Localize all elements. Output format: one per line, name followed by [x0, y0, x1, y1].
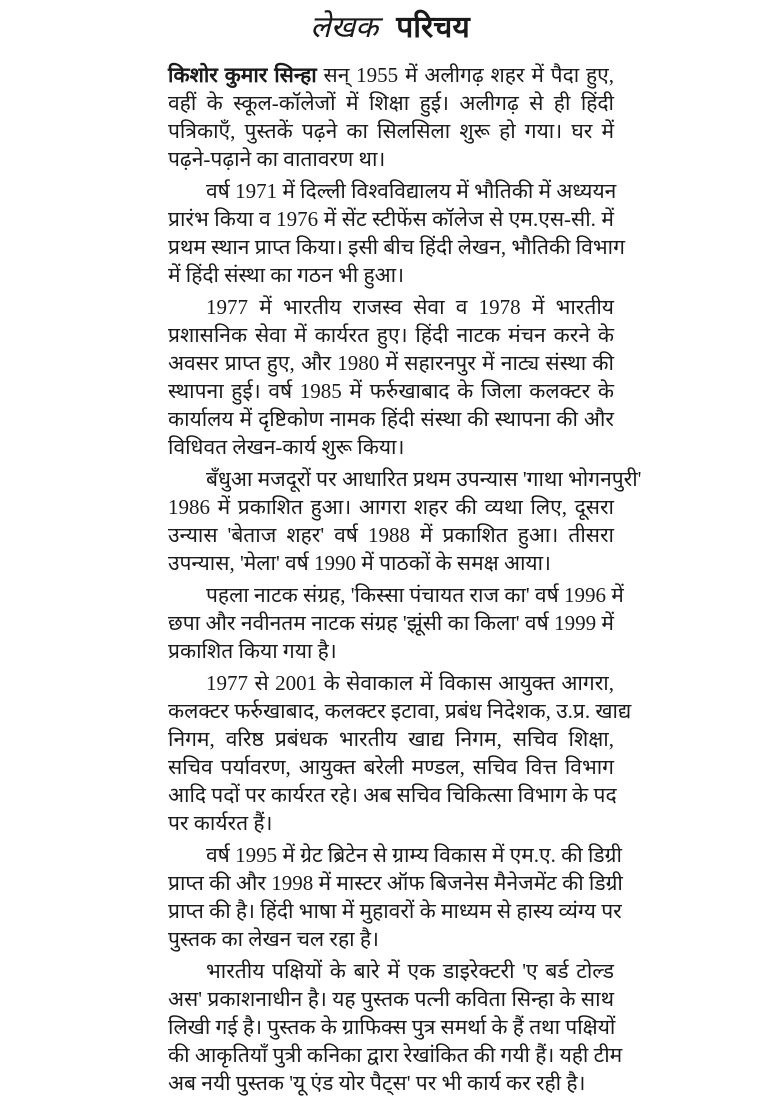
text-line: निगम, वरिष्ठ प्रबंधक भारतीय खाद्य निगम, सचिव शिक्षा,: [168, 727, 614, 751]
text-line: आदि पदों पर कार्यरत रहे। अब सचिव चिकित्सा विभाग के पद: [168, 783, 617, 807]
text-line: भारतीय पक्षियों के बारे में एक डाइरेक्टरी 'ए बर्ड टोल्ड: [206, 959, 614, 983]
text-line: स्थापना हुई। वर्ष 1985 में फर्रुखाबाद के जिला कलक्टर के: [168, 379, 614, 403]
text-line: पत्रिकाएँ, पुस्तकें पढ़ने का सिलसिला शुरू हो गया। घर में: [168, 119, 614, 143]
text-line: सचिव पर्यावरण, आयुक्त बरेली मण्डल, सचिव वित्त विभाग: [168, 755, 614, 779]
page-title: [0, 8, 780, 48]
text-line: पर कार्यरत हैं।: [168, 811, 273, 835]
bio-paragraph: [168, 957, 623, 1097]
text-line: विधिवत लेखन-कार्य शुरू किया।: [168, 435, 405, 459]
bio-paragraph: [168, 841, 623, 953]
text-line: उपन्यास, 'मेला' वर्ष 1990 में पाठकों के समक्ष आया।: [168, 551, 551, 575]
title-part-1: लेखक: [310, 11, 379, 44]
text-line: में हिंदी संस्था का गठन भी हुआ।: [168, 263, 405, 287]
text-line: कलक्टर फर्रुखाबाद, कलक्टर इटावा, प्रबंध निदेशक, उ.प्र. खाद्य: [168, 699, 632, 723]
text-line: 1977 में भारतीय राजस्व सेवा व 1978 में भारतीय: [206, 295, 614, 319]
text-line: 1986 में प्रकाशित हुआ। आगरा शहर की व्यथा लिए, दूसरा: [168, 495, 614, 519]
text-line: बँधुआ मजदूरों पर आधारित प्रथम उपन्यास 'गाथा भोगनपुरी': [206, 467, 642, 491]
text-line-rest: सन् 1955 में अलीगढ़ शहर में पैदा हुए,: [323, 63, 615, 87]
text-line: लिखी गई है। पुस्तक के ग्राफिक्स पुत्र समर्था के हैं तथा पक्षियों: [168, 1015, 616, 1039]
text-line: छपा और नवीनतम नाटक संग्रह 'झूंसी का किला' वर्ष 1999 में: [168, 611, 614, 635]
text-line: की आकृतियाँ पुत्री कनिका द्वारा रेखांकित की गयी हैं। यही टीम: [168, 1043, 623, 1067]
text-line: वर्ष 1995 में ग्रेट ब्रिटेन से ग्राम्य विकास में एम.ए. की डिग्री: [206, 843, 622, 867]
author-bio-body: [168, 61, 642, 1101]
bio-paragraph: [168, 293, 614, 461]
text-line: 1977 से 2001 के सेवाकाल में विकास आयुक्त आगरा,: [206, 671, 614, 695]
text-line: [168, 61, 614, 89]
text-line: प्रकाशित किया गया है।: [168, 639, 337, 663]
text-line: वर्ष 1971 में दिल्ली विश्वविद्यालय में भौतिकी में अध्ययन: [206, 179, 617, 203]
text-line: अब नयी पुस्तक 'यू एंड योर पैट्स' पर भी कार्य कर रही है।: [168, 1071, 586, 1095]
text-line: पढ़ने-पढ़ाने का वातावरण था।: [168, 147, 386, 171]
text-line: वहीं के स्कूल-कॉलेजों में शिक्षा हुई। अलीगढ़ से ही हिंदी: [168, 91, 614, 115]
bio-paragraph: [168, 465, 642, 577]
text-line: उन्यास 'बेताज शहर' वर्ष 1988 में प्रकाशित हुआ। तीसरा: [168, 523, 614, 547]
text-line: कार्यालय में दृष्टिकोण नामक हिंदी संस्था की स्थापना की और: [168, 407, 614, 431]
author-name: किशोर कुमार सिन्हा: [168, 63, 317, 87]
text-line: प्रथम स्थान प्राप्त किया। इसी बीच हिंदी लेखन, भौतिकी विभाग: [168, 235, 625, 259]
text-line: अवसर प्राप्त हुए, और 1980 में सहारनपुर में नाट्य संस्था की: [168, 351, 614, 375]
bio-paragraph: [168, 177, 625, 289]
text-line: प्राप्त की और 1998 में मास्टर ऑफ बिजनेस मैनेजमेंट की डिग्री: [168, 871, 623, 895]
bio-paragraph: [168, 61, 614, 173]
text-line: पुस्तक का लेखन चल रहा है।: [168, 927, 379, 951]
text-line: पहला नाटक संग्रह, 'किस्सा पंचायत राज का' वर्ष 1996 में: [206, 583, 624, 607]
text-line: अस' प्रकाशनाधीन है। यह पुस्तक पत्नी कविता सिन्हा के साथ: [168, 987, 614, 1011]
text-line: प्रारंभ किया व 1976 में सेंट स्टीफेंस कॉलेज से एम.एस-सी. में: [168, 207, 614, 231]
bio-paragraph: [168, 581, 624, 665]
title-part-2: परिचय: [396, 11, 470, 44]
text-line: प्राप्त की है। हिंदी भाषा में मुहावरों के माध्यम से हास्य व्यंग्य पर: [168, 899, 622, 923]
bio-paragraph: [168, 669, 632, 837]
text-line: प्रशासनिक सेवा में कार्यरत हुए। हिंदी नाटक मंचन करने के: [168, 323, 614, 347]
